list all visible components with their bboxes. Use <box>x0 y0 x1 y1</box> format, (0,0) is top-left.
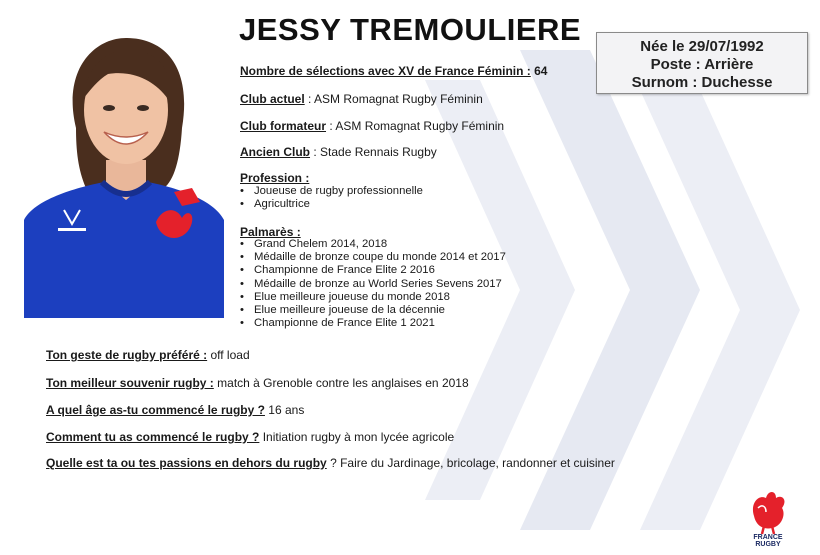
question-line <box>46 456 615 470</box>
list-item: • Médaille de bronze au World Series Sevens 2017 <box>240 278 506 291</box>
list-item: • Championne de France Elite 2 2016 <box>240 264 506 277</box>
question-answer: ? Faire du Jardinage, bricolage, randonner et cuisiner <box>326 456 615 470</box>
club-formateur-line <box>240 119 504 133</box>
player-photo <box>24 10 224 318</box>
club-formateur-value: : ASM Romagnat Rugby Féminin <box>329 119 505 133</box>
list-item: • Médaille de bronze coupe du monde 2014 et 2017 <box>240 251 506 264</box>
list-item: • Grand Chelem 2014, 2018 <box>240 238 506 251</box>
question-line <box>46 376 469 390</box>
question-line <box>46 348 250 362</box>
selections-value: 64 <box>534 64 548 78</box>
logo-line2: RUGBY <box>755 541 781 548</box>
question-line <box>46 403 304 417</box>
list-item: • Agricultrice <box>240 198 423 211</box>
selections-label: Nombre de sélections avec XV de France Féminin : <box>240 64 531 78</box>
france-rugby-logo-text <box>748 534 788 548</box>
club-actuel-label: Club actuel <box>240 92 305 106</box>
list-item: • Joueuse de rugby professionnelle <box>240 185 423 198</box>
question-answer: match à Grenoble contre les anglaises en 2018 <box>213 376 469 390</box>
profession-title-suffix: : <box>302 171 310 185</box>
question-label: Comment tu as commencé le rugby ? <box>46 430 260 444</box>
question-line <box>46 430 454 444</box>
question-answer: off load <box>207 348 250 362</box>
ancien-club-label: Ancien Club <box>240 145 311 159</box>
selections-line <box>240 64 547 78</box>
question-label: Ton geste de rugby préféré : <box>46 348 208 362</box>
list-item: • Elue meilleure joueuse du monde 2018 <box>240 291 506 304</box>
logo-line1: FRANCE <box>753 534 783 541</box>
question-label: A quel âge as-tu commencé le rugby ? <box>46 403 265 417</box>
list-item: • Elue meilleure joueuse de la décennie <box>240 304 506 317</box>
club-actuel-value: : ASM Romagnat Rugby Féminin <box>308 92 483 106</box>
profession-title-text: Profession <box>240 171 303 185</box>
question-answer: Initiation rugby à mon lycée agricole <box>259 430 455 444</box>
player-position: Poste : Arrière <box>650 56 754 73</box>
question-answer: 16 ans <box>264 403 305 417</box>
ancien-club-line <box>240 145 437 159</box>
question-label: Quelle est ta ou tes passions en dehors du rugby <box>46 456 327 470</box>
club-actuel-line <box>240 92 483 106</box>
palmares-list <box>240 238 506 330</box>
player-nickname: Surnom : Duchesse <box>631 74 773 91</box>
birth-date: Née le 29/07/1992 <box>640 38 764 55</box>
palmares-title: Palmarès : <box>240 225 301 239</box>
question-label: Ton meilleur souvenir rugby : <box>46 376 214 390</box>
player-info-box <box>596 32 808 94</box>
list-item: • Championne de France Elite 1 2021 <box>240 317 506 330</box>
profession-title <box>240 171 309 185</box>
ancien-club-value: : Stade Rennais Rugby <box>313 145 437 159</box>
player-name: JESSY TREMOULIERE <box>239 12 582 47</box>
profession-list <box>240 185 423 211</box>
club-formateur-label: Club formateur <box>240 119 327 133</box>
